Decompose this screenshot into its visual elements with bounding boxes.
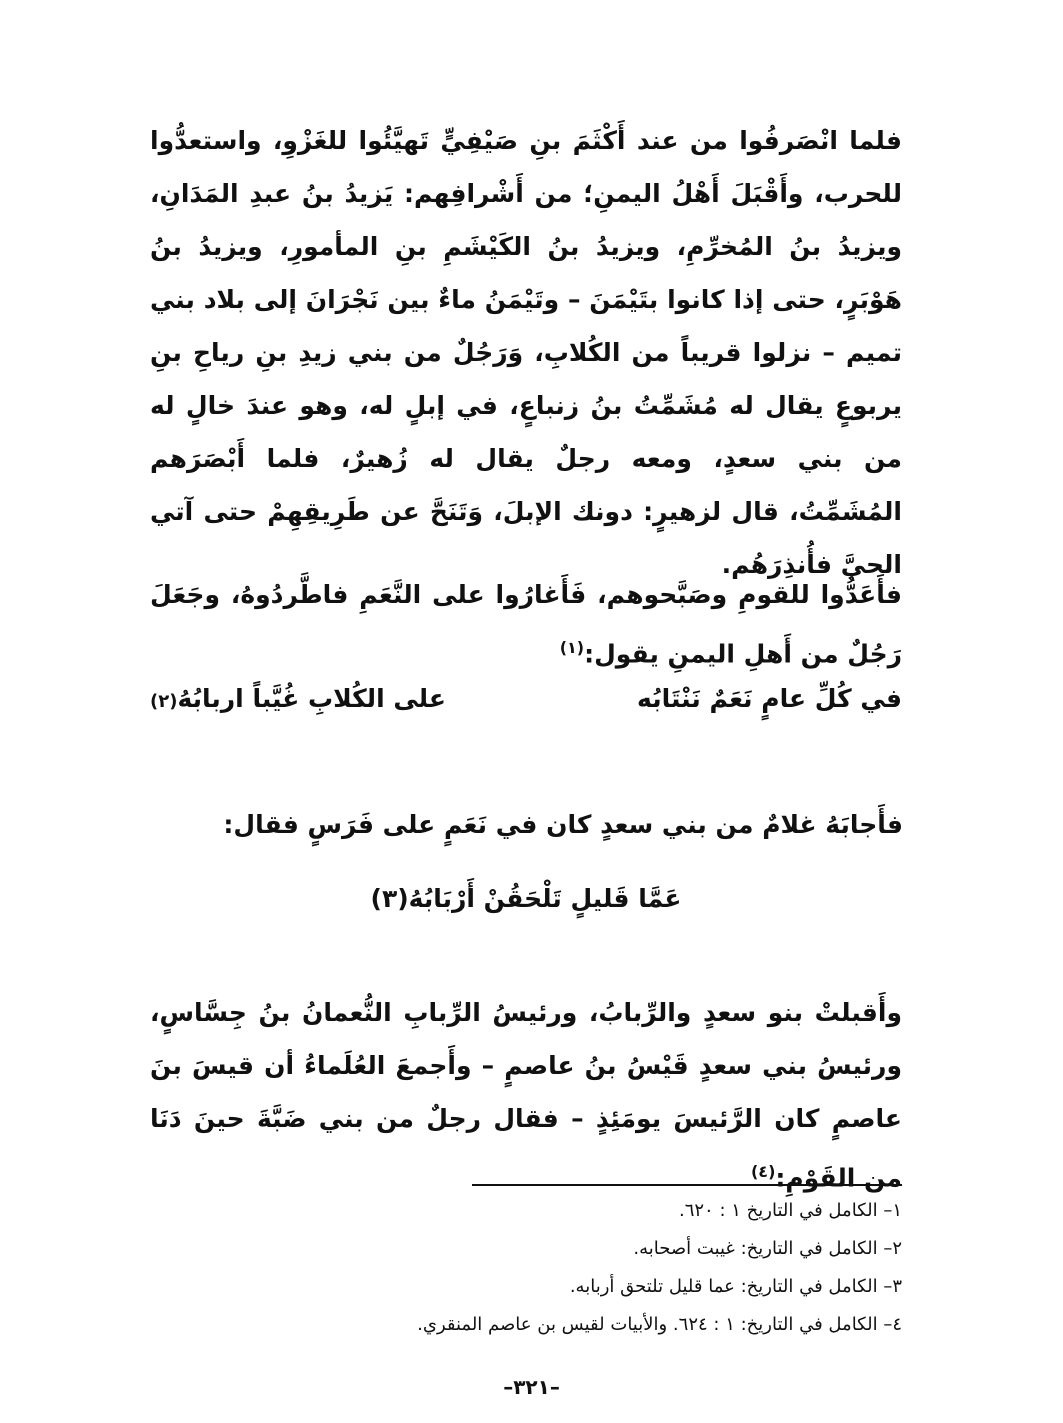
verse-2-text: عَمَّا قَليلٍ تَلْحَقُنْ أَرْبَابُهُ (408, 884, 682, 913)
footnote-4: ٤– الكامل في التاريخ: ١ : ٦٢٤. والأبيات لقيس بن عاصم المنقري. (417, 1314, 902, 1335)
paragraph-3-text: وأَقبلتْ بنو سعدٍ والرِّبابُ، ورئيسُ الرِّبابِ النُّعمانُ بنُ جِسَّاسٍ، ورئيسُ بني سعدٍ قَيْسُ بنُ عاصمٍ – وأَجمعَ العُلَماءُ أن قيسَ بنَ عاصمٍ كان الرَّئيسَ يومَئِذٍ – فقال رجلٌ من بني ضَبَّةَ حينَ دَنَا من القَوْمِ: (150, 998, 902, 1193)
footnote-divider (472, 1184, 902, 1186)
paragraph-3 (150, 986, 902, 1204)
paragraph-1 (150, 114, 902, 591)
page-number: –٣٢١– (503, 1375, 560, 1399)
verse-2 (150, 874, 902, 924)
verse-1-hemistich-2-wrap (150, 674, 446, 727)
footnote-marker-1[interactable]: (١) (559, 638, 585, 657)
footnote-2: ٢– الكامل في التاريخ: غيبت أصحابه. (633, 1238, 902, 1259)
footnote-3: ٣– الكامل في التاريخ: عما قليل تلتحق أربابه. (569, 1276, 902, 1297)
footnote-1: ١– الكامل في التاريخ ١ : ٦٢٠. (678, 1200, 902, 1221)
footnote-marker-4[interactable]: (٤) (750, 1162, 776, 1181)
reply-line: فأَجابَهُ غلامٌ من بني سعدٍ كان في نَعَمٍ على فَرَسٍ فقال: (223, 810, 903, 839)
footnote-marker-2[interactable]: (٢) (150, 691, 178, 712)
paragraph-2 (150, 568, 902, 680)
footnotes-list (340, 1192, 902, 1344)
verse-1 (150, 674, 902, 724)
paragraph-2-text: فأَعَدُّوا للقومِ وصَبَّحوهم، فَأَغارُوا على النَّعَمِ فاطَّردُوهُ، وجَعَلَ رَجُلٌ من أَهلِ اليمنِ يقول: (150, 580, 902, 669)
verse-1-hemistich-1: في كُلِّ عامٍ نَعَمٌ نَنْتَابُه (637, 684, 902, 713)
verse-1-hemistich-2: على الكُلابِ غُيَّباً اربابُهُ (177, 684, 446, 713)
footnote-marker-3[interactable]: (٣) (370, 884, 409, 913)
paragraph-1-text: فلما انْصَرفُوا من عند أَكْثَمَ بنِ صَيْفِيٍّ تَهيَّئُوا للغَزْوِ، واستعدُّوا للحرب، وأَقْبَلَ أَهْلُ اليمنِ؛ من أَشْرافِهم: يَزيدُ بنُ عبدِ المَدَانِ، ويزيدُ بنُ المُخرِّمِ، ويزيدُ بنُ الكَيْشَمِ بنِ المأمورِ، ويزيدُ بنُ هَوْبَرٍ، حتى إذا كانوا بتَيْمَنَ – وتَيْمَنُ ماءٌ بين نَجْرَانَ إلى بلاد بني تميم – نزلوا قريباً من الكُلابِ، وَرَجُلٌ من بني زيدِ بنِ رياحِ بنِ يربوعٍ يقال له مُشَمِّتُ بنُ زنباعٍ، في إبلٍ له، وهو عندَ خالٍ له من بني سعدٍ، ومعه رجلٌ يقال له زُهيرٌ، فلما أَبْصَرَهم المُشَمِّتُ، قال لزهيرٍ: دونك الإبلَ، وَتَنَحَّ عن طَرِيقِهِمْ حتى آتي الحيَّ فأُنذِرَهُم. (150, 126, 902, 579)
